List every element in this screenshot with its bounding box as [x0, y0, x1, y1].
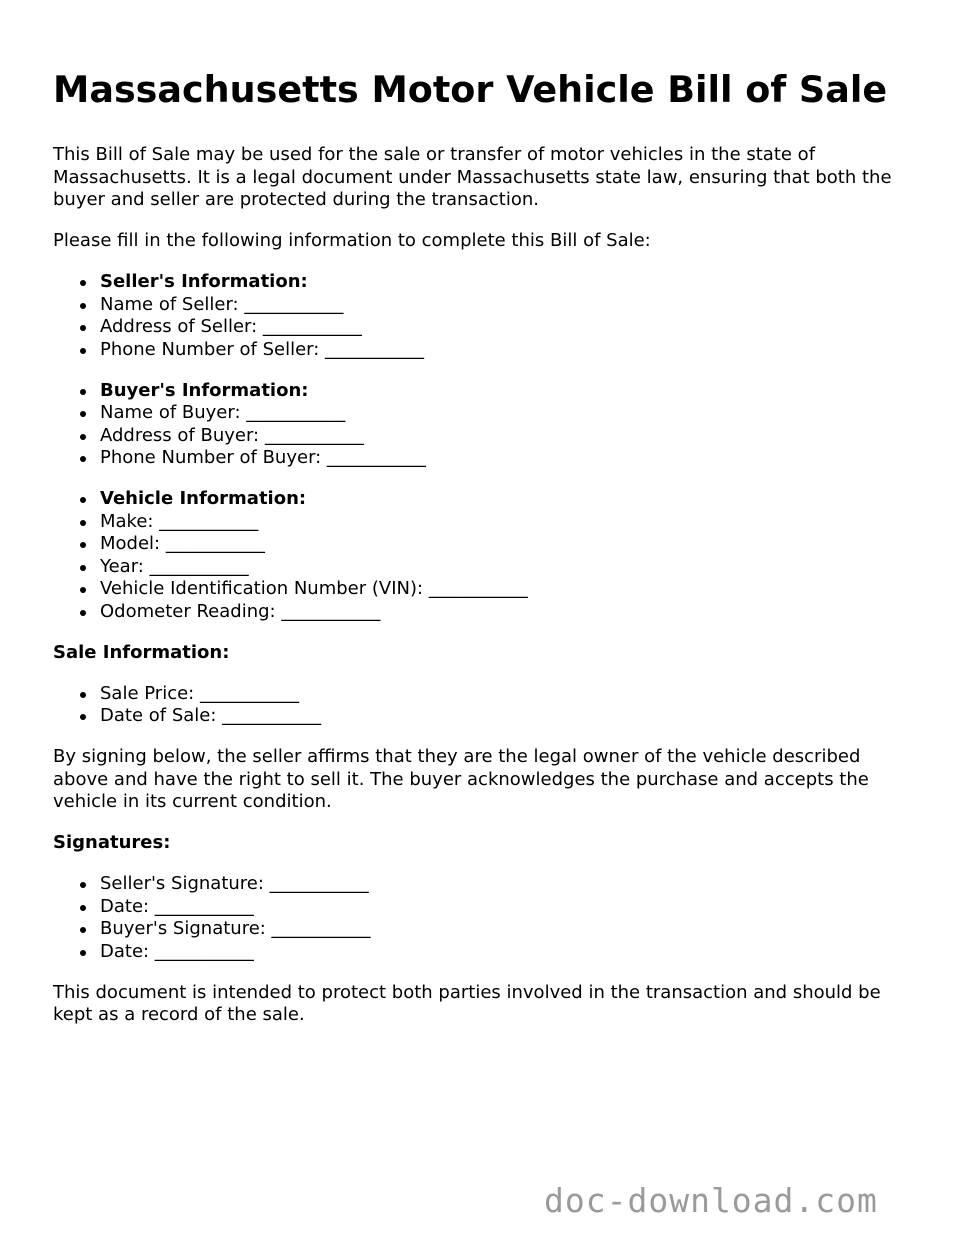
- buyer-address-field: Address of Buyer: ___________: [100, 425, 913, 448]
- sale-price-field: Sale Price: ___________: [100, 683, 913, 706]
- seller-name-field: Name of Seller: ___________: [100, 294, 913, 317]
- vehicle-section: [53, 488, 913, 623]
- intro-paragraph: This Bill of Sale may be used for the sale or transfer of motor vehicles in the state of Massachusetts. It is a legal document under Massachusetts state law, ensuring that both the buyer and seller are protected during the transaction.: [53, 144, 892, 210]
- sale-heading: Sale Information:: [53, 641, 230, 663]
- seller-signature-date-field: Date: ___________: [100, 896, 913, 919]
- buyer-signature-field: Buyer's Signature: ___________: [100, 918, 913, 941]
- seller-heading: Seller's Information:: [100, 271, 913, 294]
- buyer-section: [53, 380, 913, 470]
- closing-paragraph: This document is intended to protect both parties involved in the transaction and should be kept as a record of the sale.: [53, 981, 881, 1025]
- sale-section: [53, 683, 913, 728]
- instruction-paragraph: Please fill in the following information to complete this Bill of Sale:: [53, 230, 651, 251]
- watermark: doc-download.com: [544, 1181, 878, 1220]
- seller-phone-field: Phone Number of Seller: ___________: [100, 339, 913, 362]
- vehicle-year-field: Year: ___________: [100, 556, 913, 579]
- buyer-name-field: Name of Buyer: ___________: [100, 402, 913, 425]
- seller-section: [53, 271, 913, 361]
- vehicle-heading: Vehicle Information:: [100, 488, 913, 511]
- seller-signature-field: Seller's Signature: ___________: [100, 873, 913, 896]
- buyer-signature-date-field: Date: ___________: [100, 941, 913, 964]
- vehicle-vin-field: Vehicle Identification Number (VIN): ___________: [100, 578, 913, 601]
- affirmation-paragraph: By signing below, the seller affirms that they are the legal owner of the vehicle described above and have the right to sell it. The buyer acknowledges the purchase and accepts the vehicle in its current condition.: [53, 746, 869, 812]
- document-body: [53, 68, 913, 1045]
- signatures-heading: Signatures:: [53, 832, 171, 853]
- vehicle-odometer-field: Odometer Reading: ___________: [100, 601, 913, 624]
- vehicle-model-field: Model: ___________: [100, 533, 913, 556]
- sale-date-field: Date of Sale: ___________: [100, 705, 913, 728]
- buyer-heading: Buyer's Information:: [100, 380, 913, 403]
- buyer-phone-field: Phone Number of Buyer: ___________: [100, 447, 913, 470]
- page-title: Massachusetts Motor Vehicle Bill of Sale: [53, 68, 888, 111]
- seller-address-field: Address of Seller: ___________: [100, 316, 913, 339]
- signatures-section: [53, 873, 913, 963]
- vehicle-make-field: Make: ___________: [100, 511, 913, 534]
